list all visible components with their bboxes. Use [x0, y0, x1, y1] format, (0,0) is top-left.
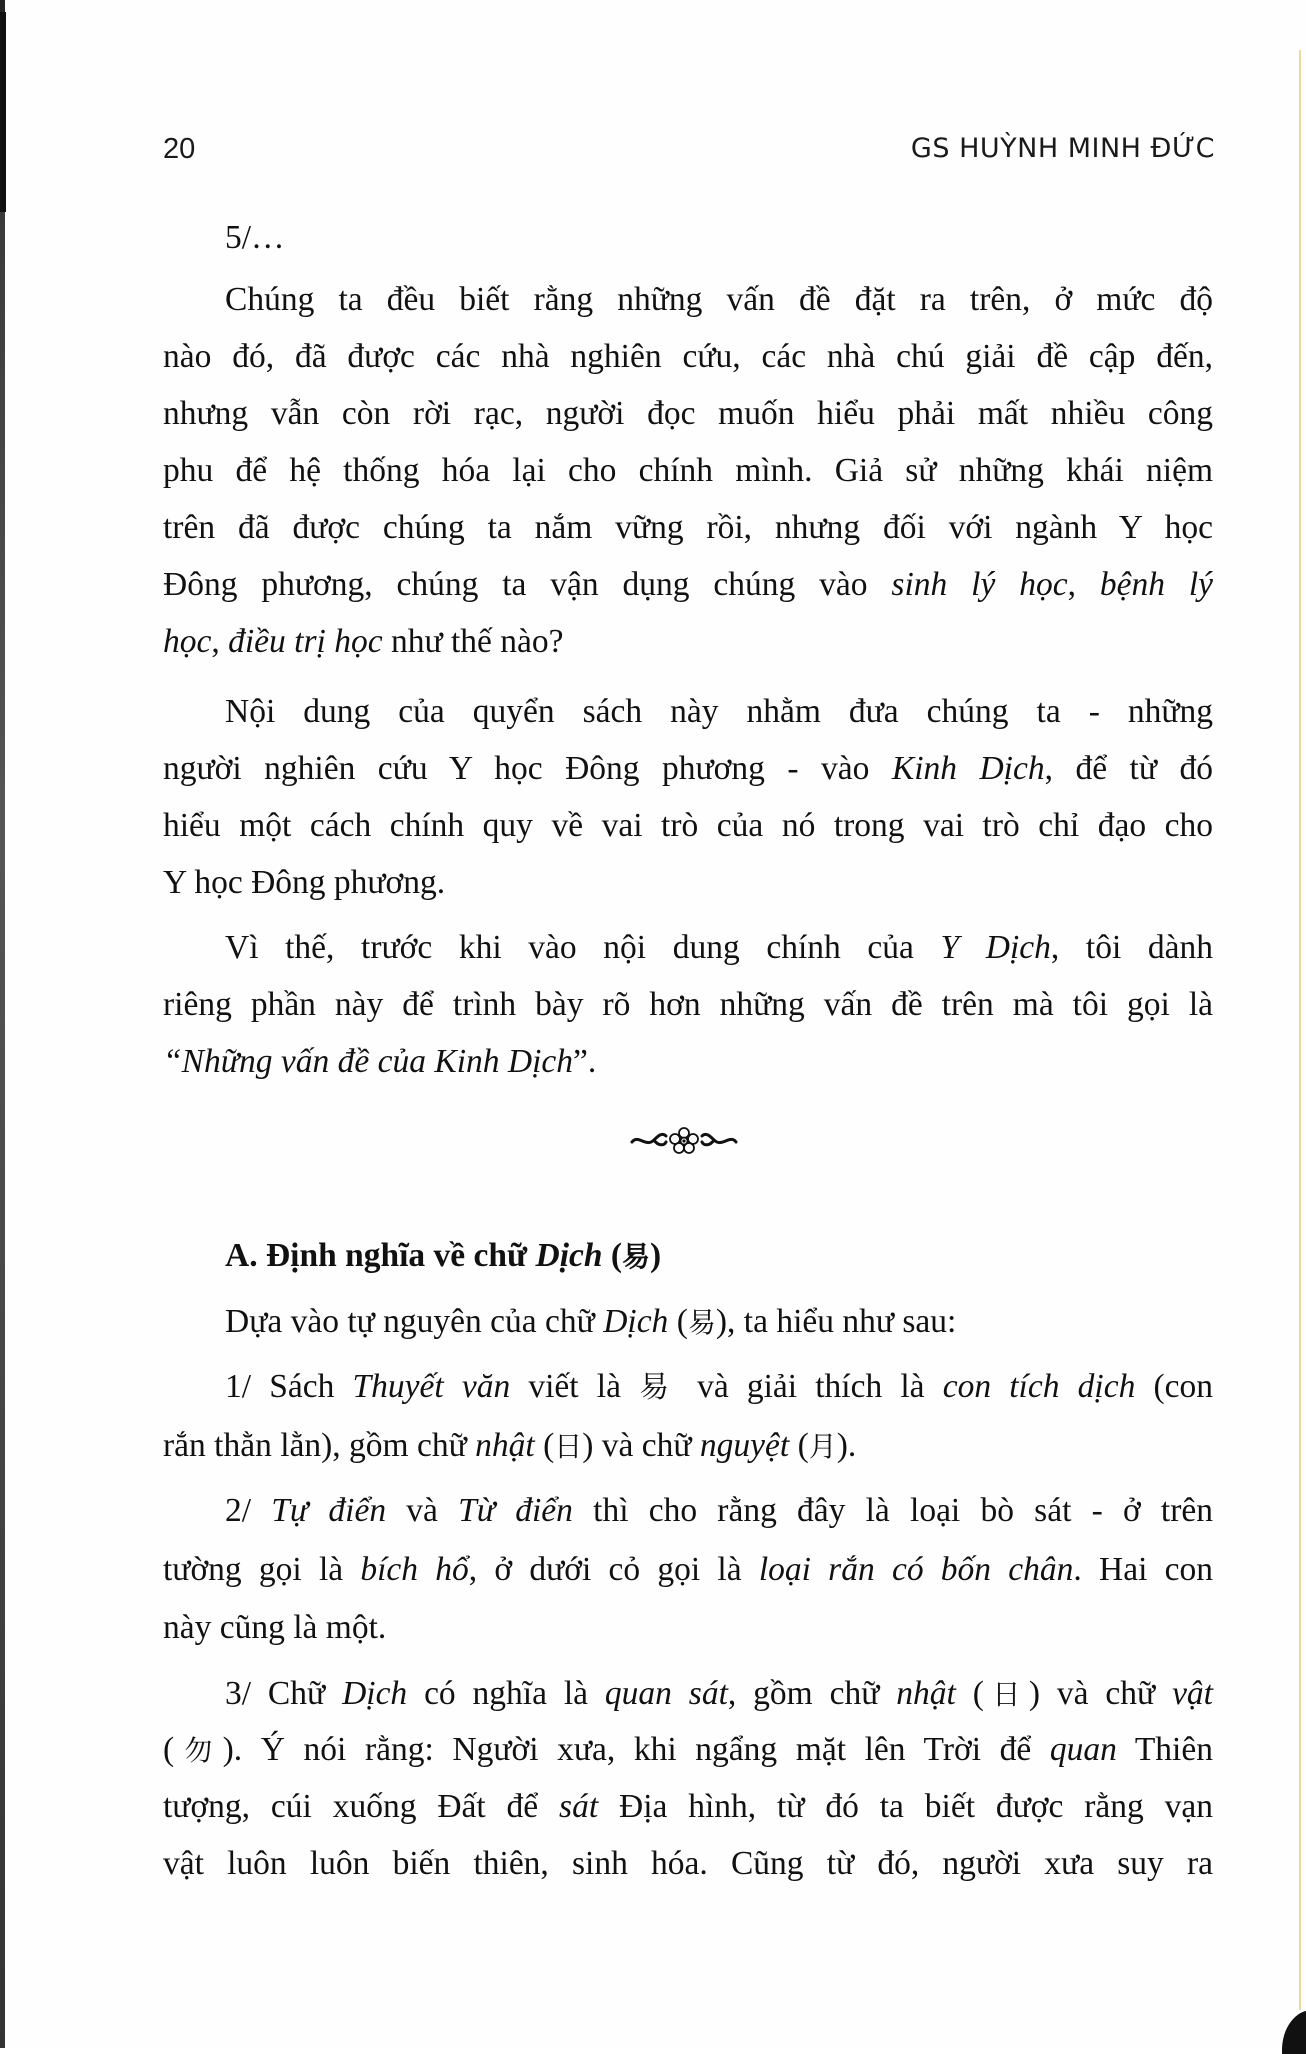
list-item-line: 1/ Sách Thuyết văn viết là 易 và giải thích là con tích dịch (con: [225, 1368, 1214, 1405]
paragraph-line: “Những vấn đề của Kinh Dịch”.: [163, 1043, 597, 1080]
list-item-line: 2/ Tự điển và Từ điển thì cho rằng đây là loại bò sát - ở trên: [225, 1492, 1213, 1529]
list-item-line: tượng, cúi xuống Đất để sát Địa hình, từ đó ta biết được rằng vạn: [163, 1788, 1214, 1825]
paragraph-line: Vì thế, trước khi vào nội dung chính của Y Dịch, tôi dành: [225, 929, 1214, 966]
paragraph-line: riêng phần này để trình bày rõ hơn những vấn đề trên mà tôi gọi là: [163, 986, 1213, 1023]
list-item-line: tường gọi là bích hổ, ở dưới cỏ gọi là loại rắn có bốn chân. Hai con: [163, 1551, 1213, 1588]
list-item-line: (勿). Ý nói rằng: Người xưa, khi ngẩng mặt lên Trời để quan Thiên: [163, 1731, 1213, 1768]
paragraph-line: Nội dung của quyển sách này nhằm đưa chúng ta - những: [225, 693, 1213, 730]
page-corner-curl: [1282, 2010, 1306, 2054]
paragraph-line: học, điều trị học như thế nào?: [163, 623, 564, 660]
paragraph-line: nhưng vẫn còn rời rạc, người đọc muốn hiểu phải mất nhiều công: [163, 395, 1213, 432]
seal-script-glyph: 易: [639, 1370, 679, 1405]
paragraph-line: Y học Đông phương.: [163, 864, 446, 901]
paragraph-line: nào đó, đã được các nhà nghiên cứu, các nhà chú giải đề cập đến,: [163, 338, 1213, 375]
running-header-author: GS HUỲNH MINH ĐỨC: [910, 133, 1215, 164]
paragraph-line: trên đã được chúng ta nắm vững rồi, nhưng đối với ngành Y học: [163, 509, 1213, 546]
paragraph-line: Dựa vào tự nguyên của chữ Dịch (易), ta hiểu như sau:: [225, 1303, 957, 1340]
page-number: 20: [163, 133, 196, 165]
item-label: 5/…: [225, 219, 285, 256]
page-left-edge-dark: [0, 12, 6, 212]
flower-scroll-ornament-icon: [628, 1124, 740, 1154]
list-item-line: 3/ Chữ Dịch có nghĩa là quan sát, gồm chữ nhật (日) và chữ vật: [225, 1675, 1213, 1712]
paragraph-line: hiểu một cách chính quy về vai trò của nó trong vai trò chỉ đạo cho: [163, 807, 1213, 844]
paragraph-line: Chúng ta đều biết rằng những vấn đề đặt ra trên, ở mức độ: [225, 281, 1213, 318]
paragraph-line: Đông phương, chúng ta vận dụng chúng vào sinh lý học, bệnh lý: [163, 566, 1214, 603]
page-right-edge: [1299, 50, 1301, 2010]
paragraph-line: người nghiên cứu Y học Đông phương - vào Kinh Dịch, để từ đó: [163, 750, 1213, 787]
section-heading: A. Định nghĩa về chữ Dịch (易): [225, 1237, 662, 1274]
page-left-edge-shadow: [0, 0, 5, 2048]
list-item-line: vật luôn luôn biến thiên, sinh hóa. Cũng từ đó, người xưa suy ra: [163, 1845, 1213, 1882]
paragraph-line: phu để hệ thống hóa lại cho chính mình. Giả sử những khái niệm: [163, 452, 1213, 489]
list-item-line: rắn thằn lằn), gồm chữ nhật (日) và chữ nguyệt (月).: [163, 1427, 857, 1464]
list-item-line: này cũng là một.: [163, 1609, 387, 1646]
